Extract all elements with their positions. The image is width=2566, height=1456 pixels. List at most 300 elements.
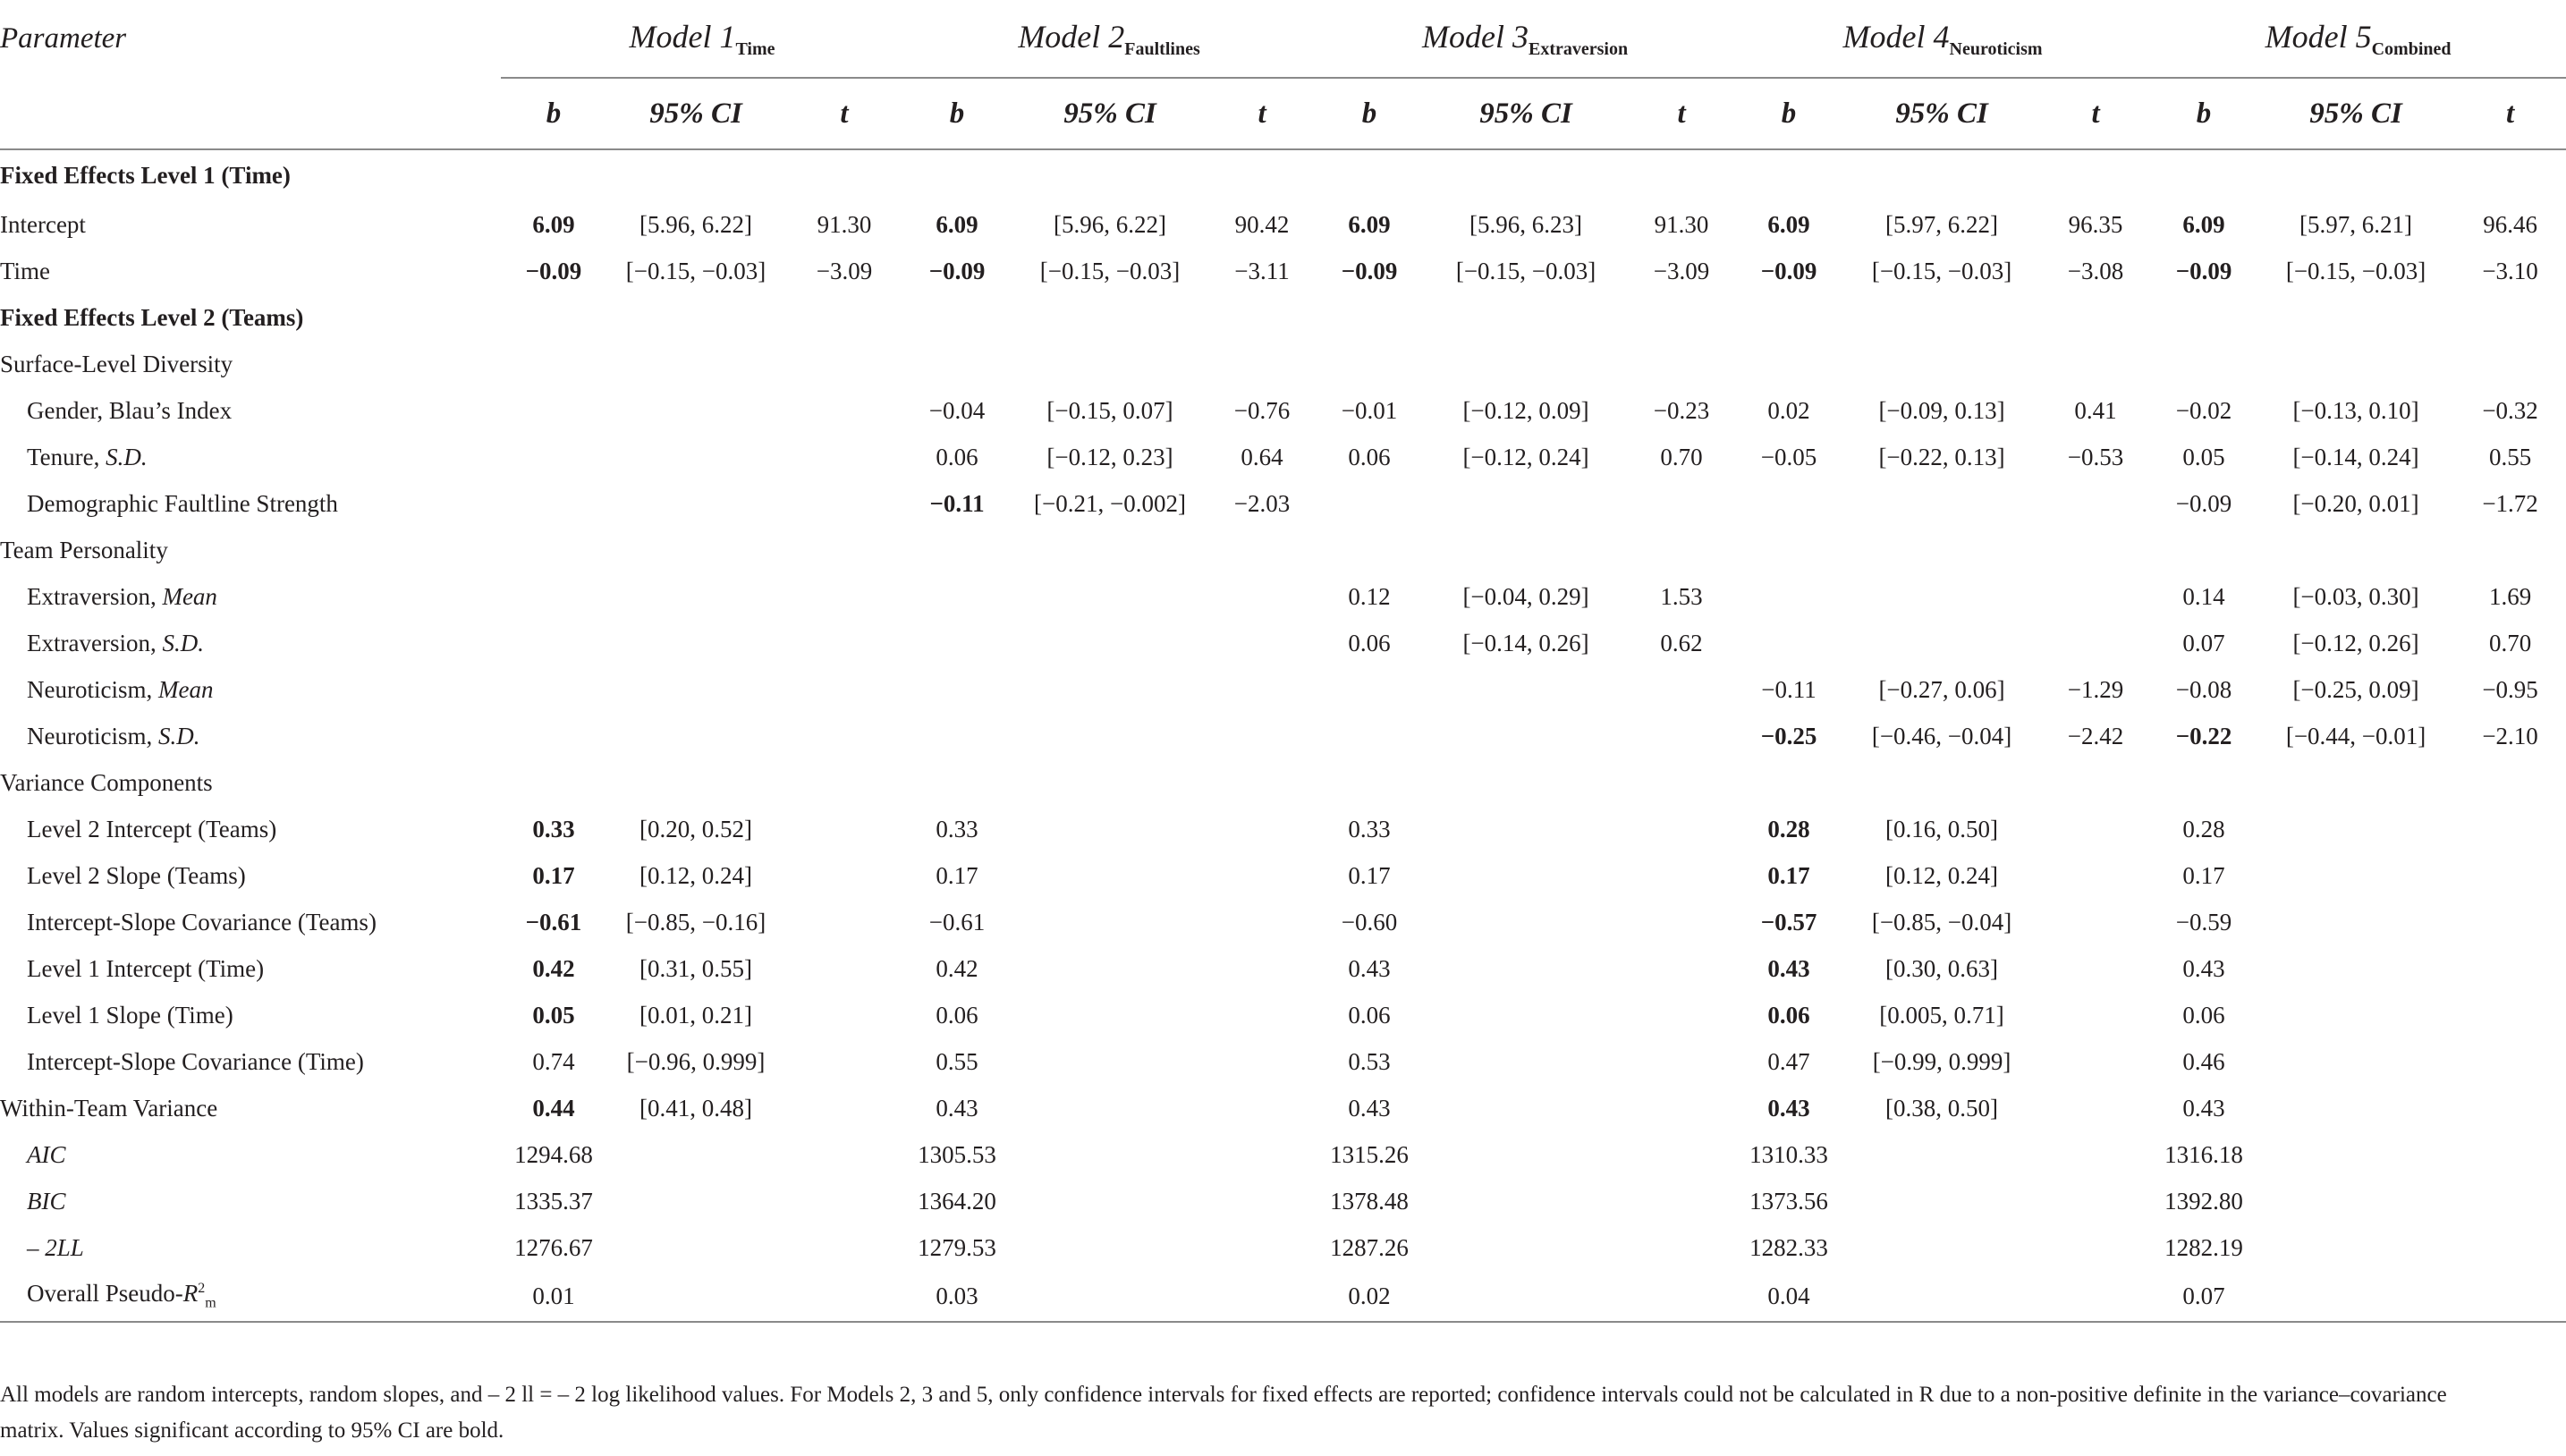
value-cell xyxy=(1209,899,1315,945)
value-cell xyxy=(501,480,606,527)
value-cell xyxy=(1424,899,1628,945)
value-cell xyxy=(1315,666,1424,713)
table-row xyxy=(0,759,2566,806)
value-cell xyxy=(501,713,606,759)
value-cell xyxy=(1209,759,1315,806)
table-row xyxy=(0,666,2566,713)
value-cell xyxy=(785,1271,903,1322)
value-cell xyxy=(1424,759,1628,806)
value-cell: [5.96, 6.23] xyxy=(1469,210,1583,238)
value-cell xyxy=(2257,149,2454,201)
value-cell xyxy=(2257,1271,2454,1322)
value-cell: −0.01 xyxy=(1341,396,1398,424)
value-cell xyxy=(1315,294,1424,341)
model-1-header: Model $1_{Time}$ xyxy=(501,0,903,78)
value-cell: −0.09 xyxy=(928,257,986,284)
value-cell xyxy=(1628,806,1735,852)
value-cell: 0.05 xyxy=(532,1001,575,1029)
value-cell xyxy=(2150,527,2257,573)
table-row xyxy=(0,248,2566,294)
value-cell: [−0.99, 0.999] xyxy=(1872,1047,2011,1075)
table-row xyxy=(0,1038,2566,1085)
value-cell xyxy=(1842,294,2041,341)
value-cell: −0.60 xyxy=(1341,908,1398,935)
table-row xyxy=(0,341,2566,387)
value-cell xyxy=(1424,806,1628,852)
table-row xyxy=(0,1131,2566,1178)
value-cell xyxy=(606,341,785,387)
value-cell xyxy=(1209,1271,1315,1322)
value-cell xyxy=(1424,294,1628,341)
value-cell xyxy=(606,387,785,434)
value-cell: 6.09 xyxy=(1348,210,1391,238)
value-cell xyxy=(606,294,785,341)
value-cell: [−0.09, 0.13] xyxy=(1878,396,2005,424)
value-cell xyxy=(1209,666,1315,713)
value-cell xyxy=(2454,759,2566,806)
value-cell: −0.22 xyxy=(2175,722,2232,749)
row-label: Intercept xyxy=(0,210,86,238)
value-cell xyxy=(1209,992,1315,1038)
value-cell xyxy=(1209,852,1315,899)
value-cell xyxy=(2257,1178,2454,1224)
value-cell: 1.69 xyxy=(2488,582,2532,610)
value-cell: 0.33 xyxy=(936,815,978,842)
value-cell xyxy=(1315,527,1424,573)
row-label: Within-Team Variance xyxy=(0,1094,218,1122)
value-cell: −2.42 xyxy=(2067,722,2124,749)
value-cell xyxy=(1011,1085,1209,1131)
value-cell xyxy=(2150,149,2257,201)
value-cell xyxy=(2257,759,2454,806)
value-cell: −0.09 xyxy=(525,257,582,284)
value-cell: 0.02 xyxy=(1767,396,1810,424)
value-cell xyxy=(1842,480,2041,527)
value-cell: −2.10 xyxy=(2482,722,2538,749)
value-cell xyxy=(785,1085,903,1131)
value-cell xyxy=(1628,759,1735,806)
value-cell xyxy=(1011,1178,1209,1224)
value-cell xyxy=(1628,992,1735,1038)
value-cell: 0.43 xyxy=(1767,954,1810,982)
value-cell: [0.41, 0.48] xyxy=(639,1094,752,1122)
value-cell xyxy=(2454,806,2566,852)
value-cell: 1276.67 xyxy=(514,1233,593,1261)
value-cell xyxy=(501,387,606,434)
value-cell xyxy=(2041,806,2150,852)
value-cell: [−0.15, −0.03] xyxy=(2285,257,2426,284)
value-cell: −0.09 xyxy=(1341,257,1398,284)
value-cell xyxy=(903,573,1011,620)
value-cell: 0.06 xyxy=(1348,629,1391,656)
value-cell xyxy=(785,992,903,1038)
table-row xyxy=(0,899,2566,945)
value-cell xyxy=(1628,899,1735,945)
value-cell xyxy=(785,480,903,527)
value-cell: [−0.04, 0.29] xyxy=(1462,582,1589,610)
value-cell xyxy=(1628,527,1735,573)
value-cell: 1282.19 xyxy=(2164,1233,2243,1261)
value-cell: 1287.26 xyxy=(1330,1233,1409,1261)
table-row xyxy=(0,387,2566,434)
value-cell xyxy=(2257,527,2454,573)
value-cell: 90.42 xyxy=(1234,210,1290,238)
col-b: b xyxy=(1315,78,1424,149)
value-cell: 0.06 xyxy=(1348,1001,1391,1029)
value-cell xyxy=(1209,341,1315,387)
value-cell xyxy=(1735,759,1842,806)
value-cell xyxy=(785,573,903,620)
value-cell: 6.09 xyxy=(532,210,575,238)
value-cell: [−0.15, −0.03] xyxy=(1871,257,2012,284)
value-cell xyxy=(606,527,785,573)
value-cell: [−0.25, 0.09] xyxy=(2292,675,2419,703)
value-cell xyxy=(785,341,903,387)
value-cell: [0.12, 0.24] xyxy=(1885,861,1999,889)
value-cell xyxy=(2041,1271,2150,1322)
value-cell: 0.43 xyxy=(1348,1094,1391,1122)
col-ci: 95% CI xyxy=(606,78,785,149)
value-cell xyxy=(2150,759,2257,806)
row-label: Variance Components xyxy=(0,768,213,796)
value-cell xyxy=(785,294,903,341)
table-row xyxy=(0,527,2566,573)
row-label: Fixed Effects Level 1 (Time) xyxy=(0,162,291,189)
value-cell xyxy=(1011,341,1209,387)
value-cell xyxy=(606,620,785,666)
value-cell: 6.09 xyxy=(936,210,978,238)
value-cell xyxy=(2257,852,2454,899)
value-cell xyxy=(1424,852,1628,899)
col-t: t xyxy=(1209,78,1315,149)
value-cell xyxy=(1011,149,1209,201)
value-cell xyxy=(2041,1131,2150,1178)
value-cell xyxy=(1628,1038,1735,1085)
value-cell xyxy=(606,434,785,480)
value-cell xyxy=(1424,713,1628,759)
row-label: Demographic Faultline Strength xyxy=(27,489,338,517)
value-cell: [0.01, 0.21] xyxy=(639,1001,752,1029)
value-cell: [5.96, 6.22] xyxy=(1054,210,1166,238)
value-cell xyxy=(2454,1038,2566,1085)
value-cell xyxy=(1011,759,1209,806)
value-cell: −0.23 xyxy=(1653,396,1710,424)
value-cell: 0.07 xyxy=(2182,629,2225,656)
value-cell xyxy=(2257,899,2454,945)
value-cell xyxy=(1209,1224,1315,1271)
value-cell xyxy=(2454,852,2566,899)
value-cell: [−0.27, 0.06] xyxy=(1878,675,2005,703)
value-cell xyxy=(2041,1085,2150,1131)
value-cell: 0.74 xyxy=(532,1047,575,1075)
value-cell xyxy=(606,149,785,201)
value-cell xyxy=(785,666,903,713)
row-label: Time xyxy=(0,257,51,284)
value-cell: [−0.14, 0.24] xyxy=(2292,443,2419,470)
value-cell xyxy=(1628,1271,1735,1322)
value-cell: 0.62 xyxy=(1660,629,1703,656)
value-cell: [−0.12, 0.24] xyxy=(1462,443,1589,470)
value-cell: [−0.44, −0.01] xyxy=(2285,722,2426,749)
value-cell: 91.30 xyxy=(817,210,872,238)
value-cell: −0.57 xyxy=(1760,908,1817,935)
value-cell: −0.08 xyxy=(2175,675,2232,703)
value-cell xyxy=(1735,149,1842,201)
col-t: t xyxy=(2454,78,2566,149)
value-cell: −0.59 xyxy=(2175,908,2232,935)
value-cell xyxy=(1209,573,1315,620)
value-cell xyxy=(606,480,785,527)
value-cell: 0.33 xyxy=(1348,815,1391,842)
value-cell xyxy=(1628,1178,1735,1224)
value-cell xyxy=(2041,1224,2150,1271)
value-cell xyxy=(1424,149,1628,201)
value-cell: 0.14 xyxy=(2182,582,2225,610)
value-cell xyxy=(1209,806,1315,852)
value-cell xyxy=(1842,573,2041,620)
value-cell: [−0.15, −0.03] xyxy=(1039,257,1181,284)
value-cell: 0.17 xyxy=(936,861,978,889)
value-cell xyxy=(2041,620,2150,666)
row-label: Neuroticism, Mean xyxy=(27,675,214,703)
value-cell: −3.11 xyxy=(1234,257,1290,284)
value-cell: [5.97, 6.22] xyxy=(1885,210,1999,238)
value-cell: 0.43 xyxy=(936,1094,978,1122)
value-cell xyxy=(1209,1085,1315,1131)
value-cell: 0.64 xyxy=(1241,443,1283,470)
column-header-row xyxy=(0,78,2566,149)
value-cell xyxy=(2454,1224,2566,1271)
value-cell xyxy=(1315,480,1424,527)
row-label: Level 1 Slope (Time) xyxy=(27,1001,233,1029)
value-cell xyxy=(501,620,606,666)
value-cell xyxy=(1628,149,1735,201)
value-cell: −3.10 xyxy=(2482,257,2538,284)
value-cell: 0.44 xyxy=(532,1094,575,1122)
value-cell xyxy=(2454,1178,2566,1224)
value-cell xyxy=(2257,806,2454,852)
value-cell xyxy=(2041,341,2150,387)
value-cell: 0.17 xyxy=(2182,861,2225,889)
table-row xyxy=(0,294,2566,341)
row-label: AIC xyxy=(27,1140,66,1168)
value-cell: 1282.33 xyxy=(1749,1233,1828,1261)
value-cell xyxy=(1628,294,1735,341)
value-cell xyxy=(2041,852,2150,899)
value-cell xyxy=(2257,1085,2454,1131)
value-cell: 0.33 xyxy=(532,815,575,842)
value-cell xyxy=(2041,759,2150,806)
value-cell: 0.70 xyxy=(1660,443,1703,470)
value-cell: 1310.33 xyxy=(1749,1140,1828,1168)
value-cell: 0.28 xyxy=(2182,815,2225,842)
row-label: Extraversion, Mean xyxy=(27,582,217,610)
value-cell: 0.06 xyxy=(1767,1001,1810,1029)
value-cell xyxy=(1209,945,1315,992)
value-cell xyxy=(1842,527,2041,573)
value-cell xyxy=(1315,149,1424,201)
value-cell: −3.08 xyxy=(2067,257,2124,284)
row-label: Level 2 Intercept (Teams) xyxy=(27,815,277,842)
value-cell xyxy=(1209,527,1315,573)
value-cell: [−0.14, 0.26] xyxy=(1462,629,1589,656)
value-cell xyxy=(2041,992,2150,1038)
value-cell: −1.29 xyxy=(2067,675,2124,703)
value-cell xyxy=(2257,1131,2454,1178)
value-cell xyxy=(785,527,903,573)
value-cell xyxy=(1209,620,1315,666)
value-cell: 0.43 xyxy=(1767,1094,1810,1122)
blank-header-cell xyxy=(0,78,501,149)
value-cell xyxy=(1735,480,1842,527)
value-cell xyxy=(1011,666,1209,713)
value-cell: 1305.53 xyxy=(918,1140,996,1168)
value-cell xyxy=(903,527,1011,573)
col-b: b xyxy=(1735,78,1842,149)
value-cell: −0.61 xyxy=(525,908,582,935)
value-cell xyxy=(785,852,903,899)
col-b: b xyxy=(2150,78,2257,149)
value-cell: −0.32 xyxy=(2482,396,2538,424)
value-cell xyxy=(1842,341,2041,387)
value-cell: 0.06 xyxy=(2182,1001,2225,1029)
value-cell: 0.53 xyxy=(1348,1047,1391,1075)
value-cell xyxy=(785,149,903,201)
value-cell: 6.09 xyxy=(1767,210,1810,238)
value-cell: 0.17 xyxy=(532,861,575,889)
value-cell xyxy=(501,759,606,806)
value-cell xyxy=(2257,945,2454,992)
value-cell: −0.95 xyxy=(2482,675,2538,703)
value-cell xyxy=(501,573,606,620)
value-cell xyxy=(785,1131,903,1178)
value-cell xyxy=(2041,945,2150,992)
value-cell: [−0.12, 0.09] xyxy=(1462,396,1589,424)
value-cell xyxy=(501,666,606,713)
value-cell: 1392.80 xyxy=(2164,1187,2243,1215)
value-cell: 0.43 xyxy=(2182,954,2225,982)
value-cell: 0.05 xyxy=(2182,443,2225,470)
table-body xyxy=(0,149,2566,1322)
value-cell: 1315.26 xyxy=(1330,1140,1409,1168)
value-cell: [0.12, 0.24] xyxy=(639,861,752,889)
value-cell xyxy=(1011,1131,1209,1178)
value-cell xyxy=(1735,341,1842,387)
value-cell: 0.55 xyxy=(936,1047,978,1075)
value-cell: 0.43 xyxy=(1348,954,1391,982)
value-cell xyxy=(2454,1131,2566,1178)
value-cell xyxy=(2150,294,2257,341)
value-cell: [−0.20, 0.01] xyxy=(2292,489,2419,517)
value-cell: [−0.12, 0.26] xyxy=(2292,629,2419,656)
value-cell xyxy=(1424,1085,1628,1131)
value-cell: −0.11 xyxy=(1761,675,1817,703)
value-cell xyxy=(785,620,903,666)
value-cell xyxy=(2454,294,2566,341)
value-cell xyxy=(1842,620,2041,666)
value-cell xyxy=(2041,294,2150,341)
value-cell xyxy=(1315,341,1424,387)
table-row xyxy=(0,992,2566,1038)
value-cell xyxy=(1011,620,1209,666)
value-cell xyxy=(2041,1178,2150,1224)
col-t: t xyxy=(785,78,903,149)
col-t: t xyxy=(1628,78,1735,149)
value-cell: [−0.15, −0.03] xyxy=(625,257,766,284)
value-cell xyxy=(1628,1224,1735,1271)
value-cell xyxy=(785,1038,903,1085)
value-cell xyxy=(1424,341,1628,387)
value-cell: 0.46 xyxy=(2182,1047,2225,1075)
value-cell: 1364.20 xyxy=(918,1187,996,1215)
value-cell xyxy=(1209,149,1315,201)
value-cell: −0.11 xyxy=(929,489,985,517)
value-cell xyxy=(2041,899,2150,945)
value-cell xyxy=(501,341,606,387)
value-cell: −0.05 xyxy=(1760,443,1817,470)
value-cell: −0.61 xyxy=(928,908,986,935)
value-cell xyxy=(1209,1131,1315,1178)
table-row xyxy=(0,434,2566,480)
value-cell xyxy=(501,149,606,201)
value-cell: 1373.56 xyxy=(1749,1187,1828,1215)
value-cell xyxy=(1424,945,1628,992)
table-row xyxy=(0,573,2566,620)
value-cell: [−0.85, −0.04] xyxy=(1871,908,2012,935)
value-cell xyxy=(1209,294,1315,341)
value-cell xyxy=(1209,1178,1315,1224)
value-cell: [−0.96, 0.999] xyxy=(626,1047,766,1075)
value-cell: −0.76 xyxy=(1233,396,1291,424)
value-cell: [−0.12, 0.23] xyxy=(1046,443,1173,470)
value-cell xyxy=(1842,759,2041,806)
value-cell: 0.17 xyxy=(1348,861,1391,889)
value-cell xyxy=(1011,294,1209,341)
value-cell xyxy=(606,713,785,759)
row-label: Extraversion, S.D. xyxy=(27,629,204,656)
value-cell xyxy=(1424,1131,1628,1178)
table-row xyxy=(0,1178,2566,1224)
value-cell xyxy=(1315,713,1424,759)
value-cell xyxy=(1735,620,1842,666)
table-row xyxy=(0,852,2566,899)
row-label: Level 1 Intercept (Time) xyxy=(27,954,265,982)
value-cell xyxy=(1842,1271,2041,1322)
value-cell: [−0.46, −0.04] xyxy=(1871,722,2012,749)
col-ci: 95% CI xyxy=(2257,78,2454,149)
table-row xyxy=(0,713,2566,759)
value-cell: −0.09 xyxy=(2175,257,2232,284)
value-cell xyxy=(2257,341,2454,387)
value-cell xyxy=(785,434,903,480)
value-cell xyxy=(1424,1271,1628,1322)
table-row xyxy=(0,945,2566,992)
value-cell xyxy=(1011,1038,1209,1085)
value-cell: −0.04 xyxy=(928,396,986,424)
value-cell xyxy=(785,899,903,945)
value-cell xyxy=(1011,806,1209,852)
value-cell: 0.07 xyxy=(2150,1271,2257,1322)
value-cell: [5.96, 6.22] xyxy=(639,210,752,238)
value-cell: 1294.68 xyxy=(514,1140,593,1168)
value-cell xyxy=(1424,527,1628,573)
value-cell: 0.02 xyxy=(1315,1271,1424,1322)
value-cell: [−0.13, 0.10] xyxy=(2292,396,2419,424)
value-cell: 0.41 xyxy=(2074,396,2117,424)
value-cell xyxy=(903,620,1011,666)
value-cell xyxy=(785,1178,903,1224)
table-row xyxy=(0,1085,2566,1131)
